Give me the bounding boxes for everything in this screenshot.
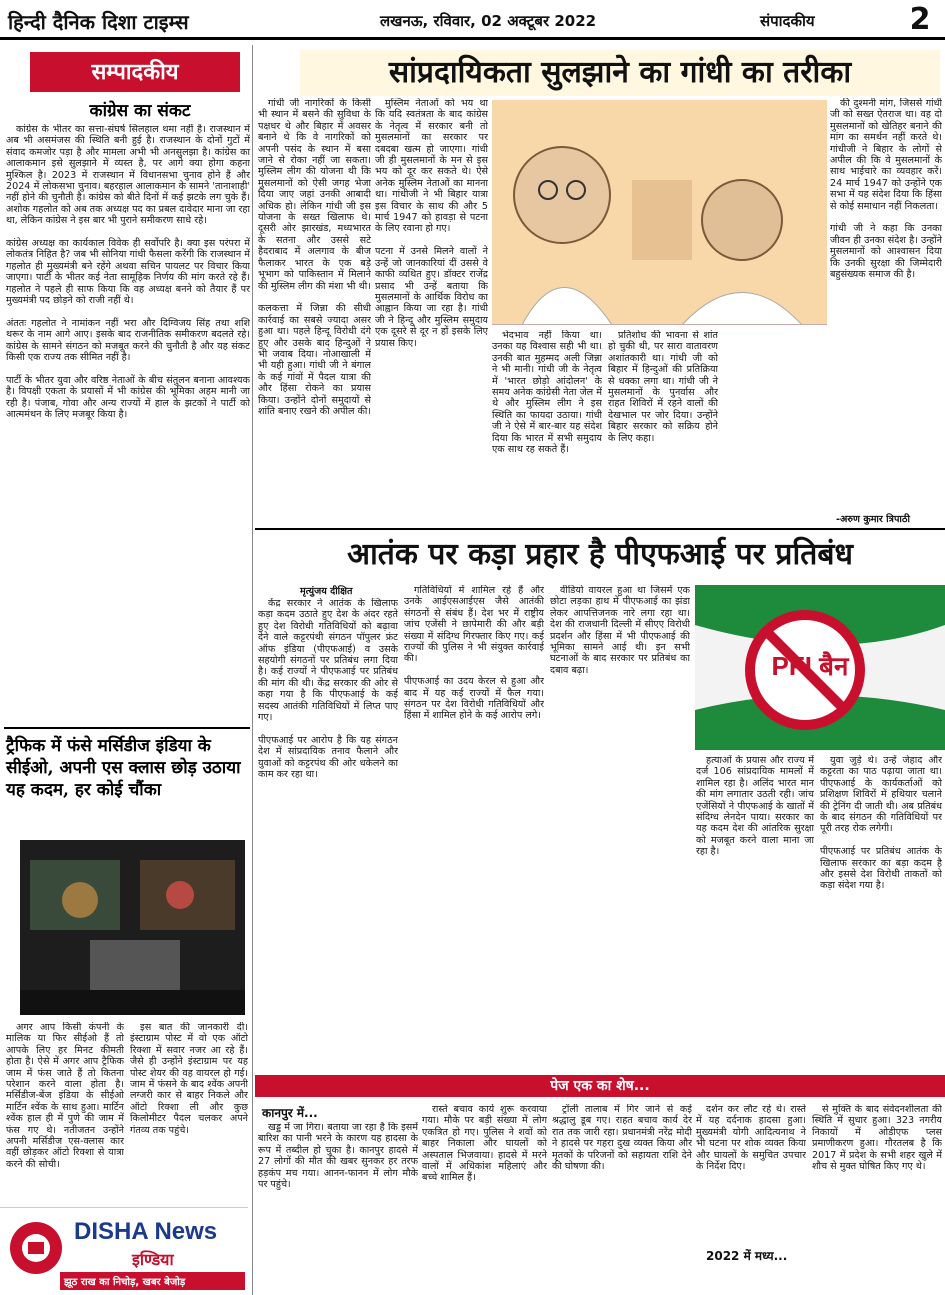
cont-col-3-text: ट्रॉली तालाब में गिर जाने से कई श्रद्धालु डूब गए। राहत बचाव कार्य देर रात तक जारी रहा। प्रधानमंत्री नरेंद्र मोदी ने हादसे पर गहरा दुख व्यक्त किया और मृतकों के परिजनों को सहायता राशि देने की घोषणा की। xyxy=(552,1104,692,1173)
cont-subhead-2: 2022 में मध्य... xyxy=(706,1249,788,1263)
pfi-col-5-text: युवा जुड़े थे। उन्हें जेहाद और कट्टरता का पाठ पढ़ाया जाता था। पीएफआई के कार्यकर्ताओं को प्रशिक्षण शिविरों में हथियार चलाने की ट्रेनिंग दी जाती थी। अब प्रतिबंध के बाद संगठन की गतिविधियों पर पूरी तरह रोक लगेगी। पीएफआई पर प्रतिबंध आतंक के खिलाफ सरकार का बड़ा कदम है और इससे देश विरोधी ताकतों को कड़ा संदेश गया है। xyxy=(820,755,942,892)
pfi-col-1-text: केंद्र सरकार ने आतंक के खिलाफ कड़ा कदम उठाते हुए देश के अंदर रहते हुए देश विरोधी गतिविधियों को बढ़ावा देने वाले कट्टरपंथी संगठन पॉपुलर फ्रंट ऑफ इंडिया (पीएफआई) व उसके सहयोगी संगठनों पर प्रतिबंध लगा दिया है। कई राज्यों ने पीएफआई पर प्रतिबंध की मांग की थी। केंद्र सरकार की ओर से कहा गया है कि पीएफआई के कई सदस्य आतंकी गतिविधियों में लिप्त पाए गए। पीएफआई पर आरोप है कि यह संगठन देश में सांप्रदायिक तनाव फैलाने और युवाओं को कट्टरपंथ की ओर धकेलने का काम कर रहा था। xyxy=(258,598,398,781)
editorial-headline: कांग्रेस का संकट xyxy=(89,101,191,121)
cont-col-4-text: दर्शन कर लौट रहे थे। रास्ते में यह दर्दनाक हादसा हुआ। मुख्यमंत्री योगी आदित्यनाथ ने भी घटना पर शोक व्यक्त किया और घायलों के समुचित उपचार के निर्देश दिए। xyxy=(696,1104,806,1173)
main-col-4 xyxy=(608,330,718,528)
cont-col-4 xyxy=(696,1104,806,1242)
ad-brand: DISHA News xyxy=(74,1218,218,1245)
section-label: संपादकीय xyxy=(760,12,815,30)
traffic-headline: ट्रैफिक में फंसे मर्सिडीज इंडिया के सीईओ, अपनी एस क्लास छोड़ उठाया यह कदम, हर कोई चौंका xyxy=(6,736,241,800)
main-col-5 xyxy=(830,98,942,508)
ad-tagline: झूठ राख का निचोड़, खबर बेजोड़ xyxy=(60,1272,245,1290)
main-col-1-text: गांधी जी नागरिकों के किसी भी स्थान में बसने की सुविधा के पक्षधर थे और बिहार में अवसर बनाने थे कि वे नागरिकों को अपनी पसंद के स्थान में बसा जाने से रोका नहीं जा सकता। मुस्लिम लीग की योजना थी कि मुसलमानों को ऐसी जगह भेजा दिया जाए जहां उनकी आबादी अधिक हो। लेकिन गांधी जी इस योजना के सख्त खिलाफ थे। दूसरी ओर झारखंड, मध्यभारत के सतना और उससे सटे हैदराबाद में अलगाव के बीज फैलाकर भारत के एक बड़े भूभाग को पाकिस्तान में मिलाने की मुस्लिम लीग की मंशा भी थी। कलकत्ता में जिन्ना की सीधी कार्रवाई का सबसे ज्यादा असर हुआ था। पहले हिन्दू विरोधी दंगे हुए और उसके बाद हिन्दुओं ने भी जवाब दिया। नोआखाली में भी यही हुआ। गांधी जी ने बंगाल के कई गांवों में पैदल यात्रा की और हिंसा रोकने का प्रयास किया। उन्होंने दोनों समुदायों से शांति बनाए रखने की अपील की। xyxy=(258,98,371,417)
main-col-1 xyxy=(258,98,371,528)
editorial-column-label: सम्पादकीय xyxy=(30,52,240,92)
pfi-col-1 xyxy=(258,598,398,1068)
editorial-body-text: कांग्रेस के भीतर का सत्ता-संघर्ष सिलहाल थमा नहीं है। राजस्थान में अब भी असमंजस की स्थिति बनी हुई है। राजस्थान के दोनों गुटों में संवाद कमजोर पड़ा है और मामला अभी भी अनसुलझा है। कांग्रेस का आलाकमान इसे सुलझाने में व्यस्त है, पर आगे क्या होगा कहना मुश्किल है। 2023 में राजस्थान में विधानसभा चुनाव होने हैं और 2024 में लोकसभा चुनाव। बहरहाल आलाकमान के सामने 'तानाशाही' नहीं होने की चुनौती है। कांग्रेस को बीते दिनों में कई झटके लग चुके हैं। अशोक गहलोत को अब तक अध्यक्ष पद का प्रबल दावेदार माना जा रहा था, लेकिन कांग्रेस ने इस बार भी पुराने समीकरण साधे रहे। कांग्रेस अध्यक्ष का कार्यकाल विवेक ही सर्वोपरि है। क्या इस परंपरा में लोकतंत्र निहित है? जब भी सोनिया गांधी फैसला करेंगी कि राजस्थान में गहलोत ही मुख्यमंत्री बने रहेंगे अथवा सचिन पायलट पर विचार किया जाएगा। पार्टी के भीतर कई नेता सामूहिक निर्णय की मांग करते रहे हैं। गहलोत ने पहले ही साफ किया कि वह अध्यक्ष बनने को तैयार हैं पर मुख्यमंत्री पद छोड़ने को राजी नहीं थे। अंततः गहलोत ने नामांकन नहीं भरा और दिग्विजय सिंह तथा शशि थरूर के नाम आगे आए। इसके बाद राजनीतिक समीकरण बदलते रहे। कांग्रेस के सामने संगठन को मजबूत करने की चुनौती है और यह संकट किसी एक राज्य तक सीमित नहीं है। पार्टी के भीतर युवा और वरिष्ठ नेताओं के बीच संतुलन बनाना आवश्यक है। विपक्षी एकता के प्रयासों में भी कांग्रेस की भूमिका अहम मानी जा रही है। पंजाब, गोवा और अन्य राज्यों में हाल के झटकों ने पार्टी को आत्ममंथन के लिए मजबूर किया है। xyxy=(6,124,250,421)
page-number: 2 xyxy=(909,2,931,37)
main-col-5-text: की दुश्मनी मांग, जिससे गांधी जी को सख्त ऐतराज था। वह दो मुसलमानों को खेतिहर बनाने की मांग का समर्थन नहीं करते थे। गांधीजी ने बिहार के लोगों से अपील की कि वे मुसलमानों के साथ भाईचारे का व्यवहार करें। 24 मार्च 1947 को उन्होंने एक सभा में यह संदेश दिया कि हिंसा से कोई समाधान नहीं निकलता। गांधी जी ने कहा कि उनका जीवन ही उनका संदेश है। उन्होंने मुसलमानों को आश्वासन दिया कि उनकी सुरक्षा की जिम्मेदारी बहुसंख्यक समाज की है। xyxy=(830,98,942,281)
pfi-col-3 xyxy=(550,585,690,1068)
pfi-col-4 xyxy=(696,755,814,1068)
cont-col-2-text: रास्ते बचाव कार्य शुरू करवाया गया। मौके पर बड़ी संख्या में लोग एकत्रित हो गए। पुलिस ने शवों को बाहर निकाला और घायलों को अस्पताल भिजवाया। हादसे में मरने वालों में अधिकांश महिलाएं और बच्चे शामिल हैं। xyxy=(422,1104,547,1184)
pfi-col-3-text: वीडियो वायरल हुआ था जिसमें एक छोटा लड़का हाथ में पीएफआई का झंडा लेकर आपत्तिजनक नारे लगा रहा था। देश की राजधानी दिल्ली में सीएए विरोधी प्रदर्शन और हिंसा में भी पीएफआई की भूमिका सामने आई थी। इन सभी घटनाओं के बाद सरकार पर प्रतिबंध का दबाव बढ़ा। xyxy=(550,585,690,676)
main-byline: -अरुण कुमार त्रिपाठी xyxy=(836,514,910,525)
pfi-ban-image xyxy=(695,585,945,750)
disha-news-ad xyxy=(0,1207,248,1295)
masthead xyxy=(0,0,945,40)
cont-col-2 xyxy=(422,1104,547,1292)
pfi-byline: मृत्युंजय दीक्षित xyxy=(300,586,353,597)
cont-col-3 xyxy=(552,1104,692,1292)
traffic-body-left xyxy=(6,1022,124,1202)
cont-col-1-text: खड्ड में जा गिरा। बताया जा रहा है कि इसमें बारिश का पानी भरने के कारण यह हादसा के रूप में तब्दील हो चुका है। कानपुर हादसे में 27 लोगों की मौत की खबर सुनकर हर तरफ हड़कंप मच गया। आनन-फानन में लोग मौके पर पहुंचे। xyxy=(258,1122,418,1191)
main-col-4-text: प्रतिशोध की भावना से शांत हो चुकी थी, पर सारा वातावरण अशांतकारी था। गांधी जी को बिहार में हिन्दुओं की प्रतिक्रिया से धक्का लगा था। गांधी जी ने मुसलमानों के पुनर्वास और राहत शिविरों में रहने वालों की देखभाल पर जोर दिया। उन्होंने बिहार सरकार को सक्रिय होने के लिए कहा। xyxy=(608,330,718,444)
pfi-image-label: PFI बैन xyxy=(771,651,849,681)
pfi-headline: आतंक पर कड़ा प्रहार है पीएफआई पर प्रतिबंध xyxy=(347,537,853,572)
cont-col-5-text: से मुक्ति के बाद संवेदनशीलता की स्थिति में सुधार हुआ। 323 नगरीय निकायों में ओडीएफ प्लस प्रमाणीकरण हुआ। गौरतलब है कि 2017 में प्रदेश के सभी शहर खुले में शौच से मुक्त घोषित किए गए थे। xyxy=(812,1104,942,1173)
cont-col-5 xyxy=(812,1104,942,1292)
paper-name: हिन्दी दैनिक दिशा टाइम्स xyxy=(8,10,189,34)
page-one-continuation-band: पेज एक का शेष... xyxy=(255,1075,945,1097)
main-col-2-text: मुस्लिम नेताओं को भय था कि यदि स्वतंत्रता के बाद कांग्रेस के नेतृत्व में सरकार बनी तो मुसलमानों का सरकार पर दबदबा खत्म हो जाएगा। गांधी जी ही मुसलमानों के मन से इस भय को दूर कर सकते थे। ऐसे अनेक मुस्लिम नेताओं का मानना था। गांधीजी ने भी बिहार यात्रा इस विचार के साथ की और 5 मार्च 1947 को हावड़ा से पटना के लिए रवाना हो गए। पटना में उनसे मिलने वालों ने उन्हें जो जानकारियां दीं उससे वे काफी व्यथित हुए। डॉक्टर राजेंद्र प्रसाद भी उन्हें बताया कि मुसलमानों के आर्थिक विरोध का आह्वान किया जा रहा है। गांधी जी ने हिन्दू और मुस्लिम समुदाय एक दूसरे से दूर न हों इसके लिए प्रयास किए। xyxy=(375,98,488,349)
pfi-col-5 xyxy=(820,755,942,1068)
editorial-body xyxy=(6,124,250,722)
main-col-2 xyxy=(375,98,488,528)
auto-rickshaw-photo xyxy=(20,840,245,1015)
pfi-col-2 xyxy=(404,585,544,1068)
pfi-col-4-text: हत्याओं के प्रयास और राज्य में दर्ज 106 सांप्रदायिक मामलों में शामिल रहा है। अलिंद भारत मान की मांग लगातार उठती रही। जांच एजेंसियों ने पीएफआई के खातों में संदिग्ध लेनदेन पाया। सरकार का यह कदम देश की आंतरिक सुरक्षा को मजबूत करने वाला माना जा रहा है। xyxy=(696,755,814,858)
traffic-body-right-text: इस बात की जानकारी दी। इंस्टाग्राम पोस्ट में वो एक ऑटो रिक्शा में सवार नजर आ रहे हैं। जैसे ही उन्होंने इंस्टाग्राम पर यह पोस्ट शेयर की वह वायरल हो गई। जाम में फंसने के बाद श्वेंक अपनी लग्जरी कार से बाहर निकले और ऑटो रिक्शा ली और कुछ किलोमीटर पैदल चलकर अपने गंतव्य तक पहुंचे। xyxy=(130,1022,248,1136)
ad-sub: इण्डिया xyxy=(132,1250,174,1269)
cont-col-1 xyxy=(258,1122,418,1292)
main-col-3-text: भेदभाव नहीं किया था। उनका यह विश्वास सही भी था। उनकी बात मुहम्मद अली जिन्ना ने भी मानी। गांधी जी के नेतृत्व में 'भारत छोड़ो आंदोलन' के समय अनेक कांग्रेसी नेता जेल में थे और मुस्लिम लीग ने इस स्थिति का फायदा उठाया। गांधी जी ने ऐसे में बार-बार यह संदेश दिया कि भारत में सभी समुदाय एक साथ रह सकते हैं। xyxy=(492,330,602,456)
dateline: लखनऊ, रविवार, 02 अक्टूबर 2022 xyxy=(380,12,597,30)
gandhi-illustration xyxy=(492,100,827,325)
kanpur-subhead: कानपुर में... xyxy=(262,1106,318,1120)
column-rule xyxy=(252,45,253,1295)
gandhi-portrait xyxy=(492,100,827,325)
traffic-body-left-text: अगर आप किसी कंपनी के मालिक या फिर सीईओ हैं तो आपके लिए हर मिनट कीमती होता है। ऐसे में अगर आप ट्रैफिक जाम में फंस जाते हैं तो कितना परेशान करने वाला होता है। मर्सिडीज-बेंज इंडिया के सीईओ मार्टिन श्वेंक के साथ हुआ। मार्टिन श्वेंक हाल ही में पुणे की जाम में फंस गए थे। नतीजतन उन्होंने अपनी मर्सिडीज एस-क्लास कार वहीं छोड़कर ऑटो रिक्शा से यात्रा करने की सोची। xyxy=(6,1022,124,1170)
main-col-3 xyxy=(492,330,602,528)
main-headline: सांप्रदायिकता सुलझाने का गांधी का तरीका xyxy=(300,50,940,96)
divider xyxy=(4,727,250,729)
pfi-col-2-text: गतिविधियों में शामिल रहे हैं और उनके आईएसआईएस जैसे आतंकी संगठनों से संबंध हैं। देश भर में राष्ट्रीय जांच एजेंसी ने छापेमारी की और बड़ी संख्या में संदिग्ध गिरफ्तार किए गए। कई राज्यों की पुलिस ने भी संयुक्त कार्रवाई की। पीएफआई का उदय केरल से हुआ और बाद में यह कई राज्यों में फैल गया। संगठन पर देश विरोधी गतिविधियों और हिंसा में शामिल होने के कई आरोप लगे। xyxy=(404,585,544,722)
traffic-photo xyxy=(20,840,245,1015)
traffic-body-right xyxy=(130,1022,248,1202)
